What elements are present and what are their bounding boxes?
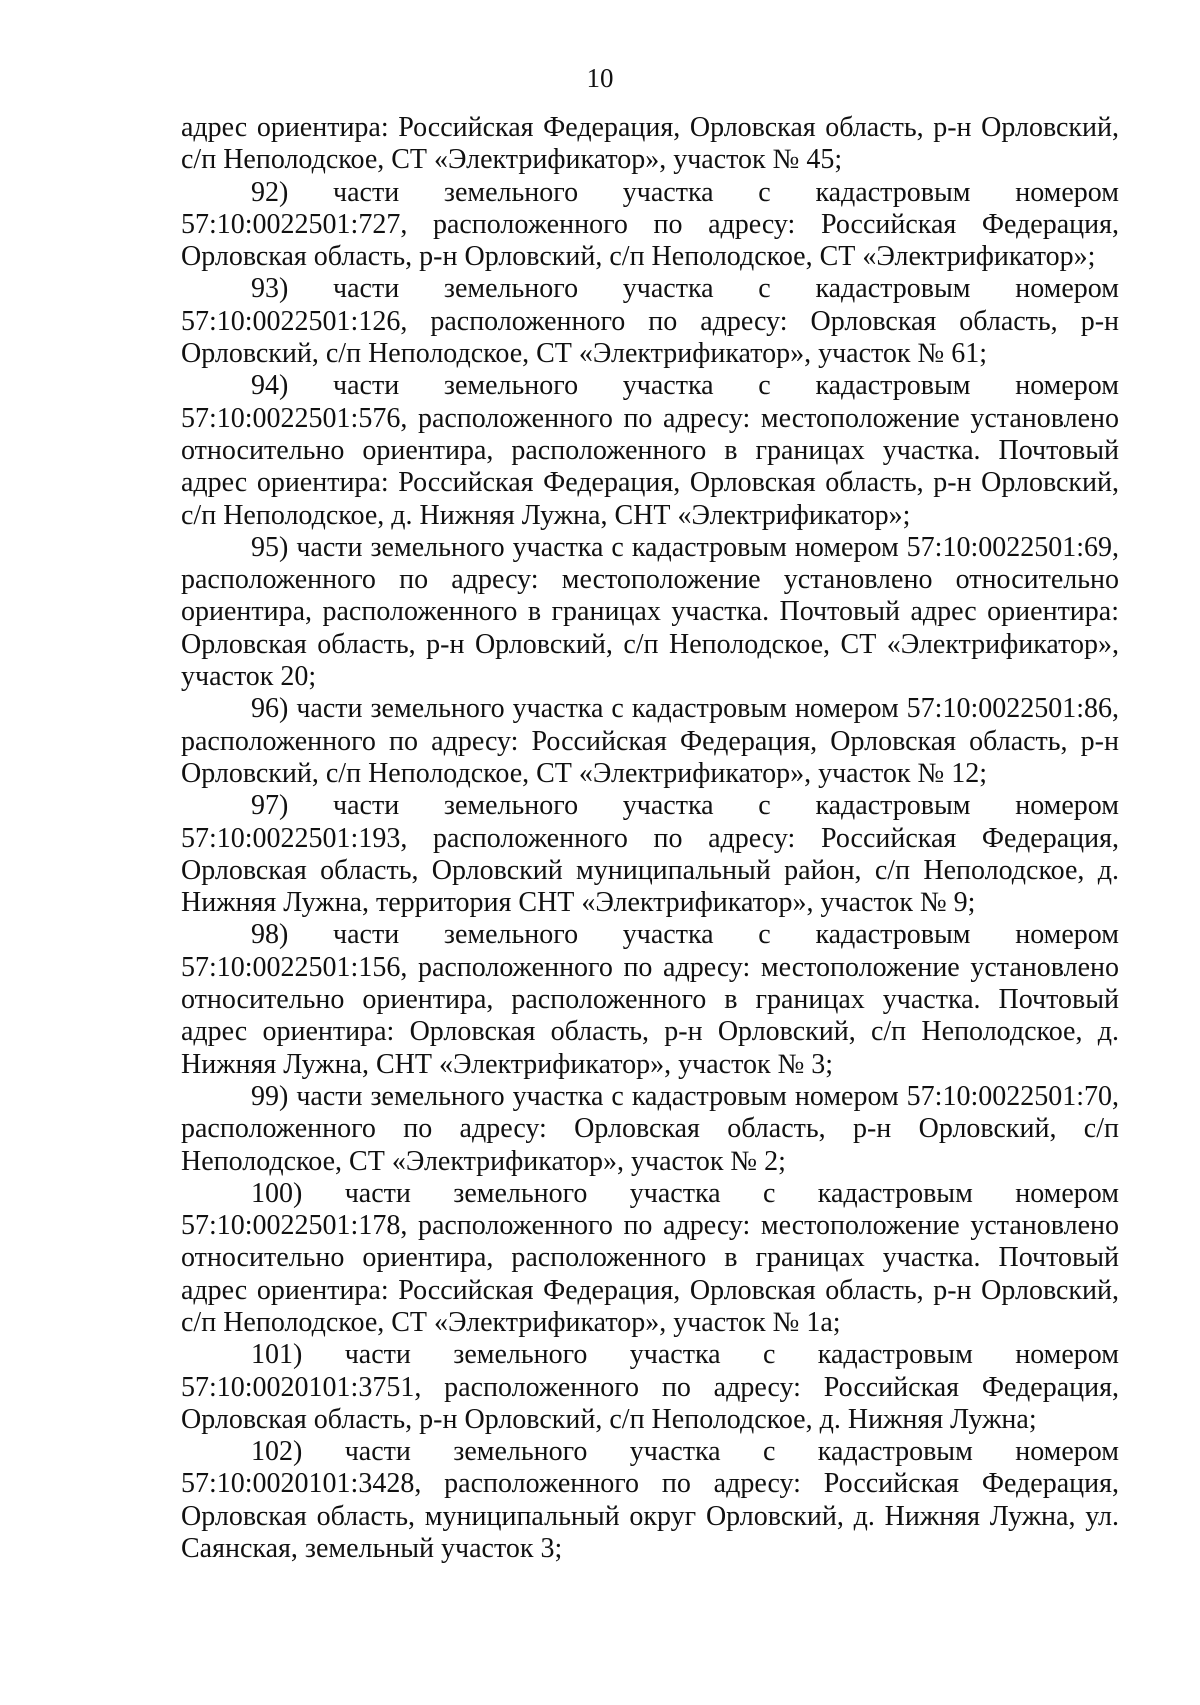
list-item-92: 92) части земельного участка с кадастровым номером 57:10:0022501:727, расположенного по адресу: Российская Федерация, Орловская область, р-н Орловский, с/п Неполодское, СТ «Электрификатор»;: [181, 176, 1119, 273]
list-item-97: 97) части земельного участка с кадастровым номером 57:10:0022501:193, расположенного по адресу: Российская Федерация, Орловская область, Орловский муниципальный район, с/п Неполодское, д. Нижняя Лужна, территория СНТ «Электрификатор», участок № 9;: [181, 790, 1119, 919]
page-number: 10: [586, 63, 614, 93]
list-item-95: 95) части земельного участка с кадастровым номером 57:10:0022501:69, расположенного по адресу: местоположение установлено относительно ориентира, расположенного в границах участка. Почтовый адрес ориентира: Орловская область, р-н Орловский, с/п Неполодское, СТ «Электрификатор», участок 20;: [181, 531, 1119, 693]
list-item-96: 96) части земельного участка с кадастровым номером 57:10:0022501:86, расположенного по адресу: Российская Федерация, Орловская область, р-н Орловский, с/п Неполодское, СТ «Электрификатор», участок № 12;: [181, 693, 1119, 789]
list-item-100: 100) части земельного участка с кадастровым номером 57:10:0022501:178, расположенного по адресу: местоположение установлено относительно ориентира, расположенного в границах участка. Почтовый адрес ориентира: Российская Федерация, Орловская область, р-н Орловский, с/п Неполодское, СТ «Электрификатор», участок № 1а;: [181, 1177, 1119, 1338]
list-item-94: 94) части земельного участка с кадастровым номером 57:10:0022501:576, расположенного по адресу: местоположение установлено относительно ориентира, расположенного в границах участка. Почтовый адрес ориентира: Российская Федерация, Орловская область, р-н Орловский, с/п Неполодское, д. Нижняя Лужна, СНТ «Электрификатор»;: [181, 370, 1119, 531]
list-item-102: 102) части земельного участка с кадастровым номером 57:10:0020101:3428, расположенного по адресу: Российская Федерация, Орловская область, муниципальный округ Орловский, д. Нижняя Лужна, ул. Саянская, земельный участок 3;: [181, 1436, 1119, 1565]
paragraph-continuation: адрес ориентира: Российская Федерация, Орловская область, р-н Орловский, с/п Неполодское, СТ «Электрификатор», участок № 45;: [181, 112, 1119, 176]
list-item-98: 98) части земельного участка с кадастровым номером 57:10:0022501:156, расположенного по адресу: местоположение установлено относительно ориентира, расположенного в границах участка. Почтовый адрес ориентира: Орловская область, р-н Орловский, с/п Неполодское, д. Нижняя Лужна, СНТ «Электрификатор», участок № 3;: [181, 919, 1119, 1080]
document-body: [181, 112, 1119, 1565]
list-item-99: 99) части земельного участка с кадастровым номером 57:10:0022501:70, расположенного по адресу: Орловская область, р-н Орловский, с/п Неполодское, СТ «Электрификатор», участок № 2;: [181, 1080, 1119, 1177]
list-item-93: 93) части земельного участка с кадастровым номером 57:10:0022501:126, расположенного по адресу: Орловская область, р-н Орловский, с/п Неполодское, СТ «Электрификатор», участок № 61;: [181, 273, 1119, 370]
list-item-101: 101) части земельного участка с кадастровым номером 57:10:0020101:3751, расположенного по адресу: Российская Федерация, Орловская область, р-н Орловский, с/п Неполодское, д. Нижняя Лужна;: [181, 1339, 1119, 1435]
